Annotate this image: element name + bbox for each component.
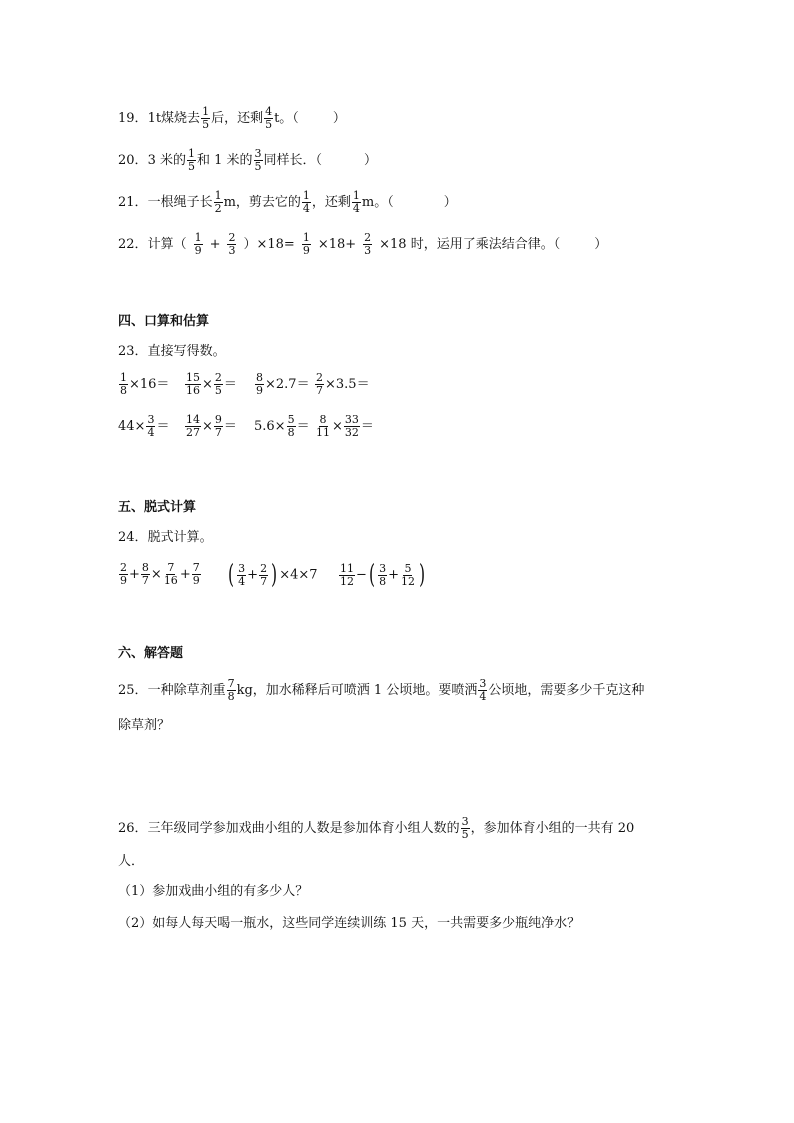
step-calc-expression-3: $\frac{11}{12}$ −( $\frac{3}{8}$ + $\frac{5}{12}$ ) [340,560,426,590]
step-calc-expression-1: $\frac{2}{9}$ + $\frac{8}{7}$ × $\frac{7}{16}$ + $\frac{7}{9}$ [120,561,200,587]
oral-calc-item: $\frac{2}{7}$ ×3.5＝ [316,371,370,397]
fraction: $\frac{3}{5}$ [254,147,262,173]
oral-calc-item: $\frac{8}{9}$ ×2.7＝ [256,371,310,397]
fraction: $\frac{3}{5}$ [461,815,469,841]
oral-calc-item: 5.6× $\frac{5}{8}$ ＝ [254,413,310,439]
question-19: 19．1t煤烧去 $\frac{1}{5}$ 后，还剩 $\frac{4}{5}$ t。（ ） [118,105,346,131]
fraction: $\frac{3}{4}$ [479,677,487,703]
question-26-line-2: 人． [118,854,145,869]
fraction: $\frac{1}{2}$ [214,189,222,215]
fraction: $\frac{1}{9}$ [194,231,202,257]
question-25-line-2: 除草剂？ [118,718,171,733]
question-22: 22．计算（ $\frac{1}{9}$ + $\frac{2}{3}$ ）×18= $\frac{1}{9}$ ×18+ $\frac{2}{3}$ ×18 时，运用了乘法结合律。（ ） [118,231,608,257]
question-23-prompt: 23．直接写得数。 [118,344,226,359]
oral-calc-item: $\frac{15}{16}$ × $\frac{2}{5}$ ＝ [186,371,237,397]
fraction: $\frac{1}{4}$ [302,189,310,215]
oral-calc-item: $\frac{14}{27}$ × $\frac{9}{7}$ ＝ [186,413,237,439]
section-heading-6: 六、解答题 [118,646,184,661]
fraction: $\frac{1}{4}$ [352,189,360,215]
fraction: $\frac{2}{3}$ [228,231,236,257]
fraction: $\frac{1}{5}$ [202,105,210,131]
question-number: 19 [118,111,135,126]
question-26: 26．三年级同学参加戏曲小组的人数是参加体育小组人数的 $\frac{3}{5}$ ，参加体育小组的一共有 20 [118,815,635,841]
section-heading-5: 五、脱式计算 [118,500,197,515]
section-heading-4: 四、口算和估算 [118,314,210,329]
question-26-sub-2: （2）如每人每天喝一瓶水，这些同学连续训练 15 天，一共需要多少瓶纯净水？ [118,916,581,931]
question-20: 20．3 米的 $\frac{1}{5}$ 和 1 米的 $\frac{3}{5}$ 同样长．（ ） [118,147,378,173]
oral-calc-item: $\frac{1}{8}$ ×16＝ [120,371,170,397]
fraction: $\frac{7}{8}$ [227,677,235,703]
fraction: $\frac{4}{5}$ [265,105,273,131]
question-25: 25．一种除草剂重 $\frac{7}{8}$ kg，加水稀释后可喷洒 1 公顷地。要喷洒 $\frac{3}{4}$ 公顷地，需要多少千克这种 [118,677,645,703]
question-26-sub-1: （1）参加戏曲小组的有多少人？ [118,884,309,899]
fraction: $\frac{1}{5}$ [187,147,195,173]
oral-calc-item: $\frac{8}{11}$ × $\frac{33}{32}$ ＝ [316,413,374,439]
fraction: $\frac{2}{3}$ [364,231,372,257]
oral-calc-item: 44× $\frac{3}{4}$ ＝ [118,413,170,439]
question-21: 21．一根绳子长 $\frac{1}{2}$ m，剪去它的 $\frac{1}{4}$ ，还剩 $\frac{1}{4}$ m。（ ） [118,189,457,215]
fraction: $\frac{1}{9}$ [302,231,310,257]
step-calc-expression-2: ( $\frac{3}{4}$ + $\frac{2}{7}$ ) ×4×7 [228,560,318,590]
question-24-prompt: 24．脱式计算。 [118,530,213,545]
